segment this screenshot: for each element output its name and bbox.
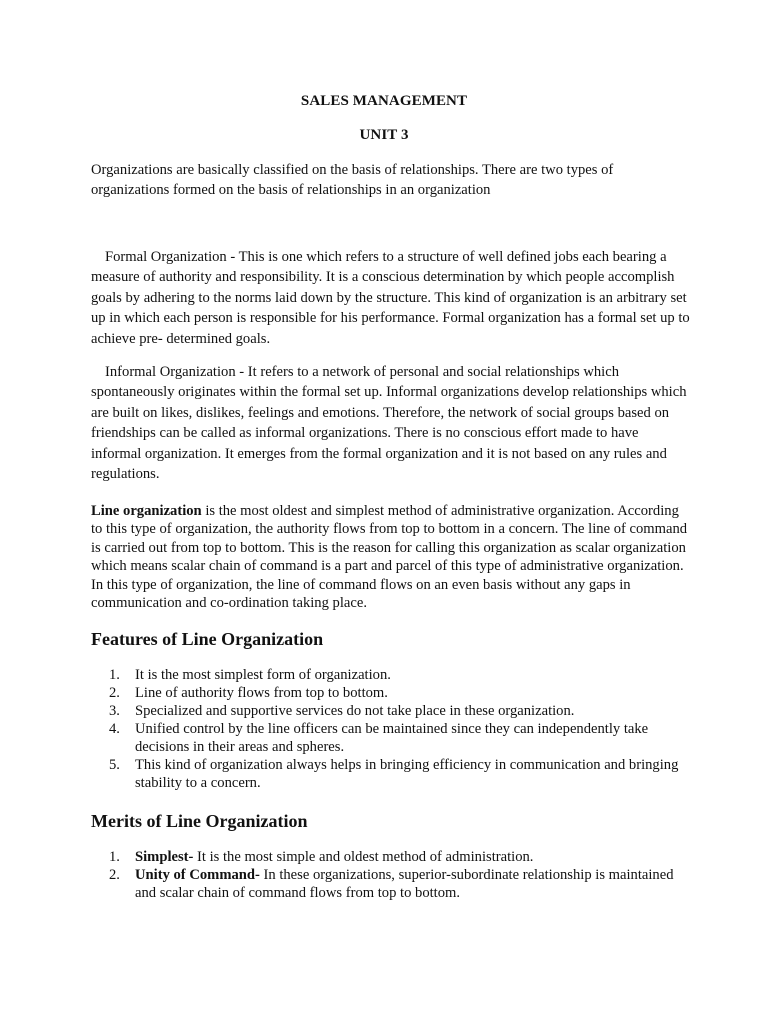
list-number: 3. xyxy=(109,703,120,719)
list-number: 1. xyxy=(109,849,120,865)
list-number: 1. xyxy=(109,667,120,683)
list-number: 5. xyxy=(109,757,120,773)
list-item-text: It is the most simple and oldest method of administration. xyxy=(193,849,534,865)
merits-list xyxy=(91,848,691,902)
unit-heading: UNIT 3 xyxy=(359,127,409,143)
document-title: SALES MANAGEMENT xyxy=(300,93,468,109)
list-item xyxy=(91,666,691,684)
line-organization-paragraph xyxy=(91,502,691,612)
merits-heading: Merits of Line Organization xyxy=(91,811,308,831)
line-organization-term: Line organization xyxy=(91,503,202,519)
formal-organization-text: Formal Organization - This is one which refers to a structure of well defined jobs each bearing a measure of authority and responsibility. It is a conscious determination by which people accomplish goals by adhering to the norms laid down by the structure. This kind of organization is an arbitrary set up in which each person is responsible for his performance. Formal organization has a formal set up to achieve pre- determined goals. xyxy=(91,249,690,347)
list-item xyxy=(91,684,691,702)
list-item-text: It is the most simplest form of organization. xyxy=(135,667,391,683)
list-item xyxy=(91,702,691,720)
informal-organization-text: Informal Organization - It refers to a network of personal and social relationships which spontaneously originates within the formal set up. Informal organizations develop relationships which are built on likes, dislikes, feelings and emotions. Therefore, the network of social groups based on friendships can be called as informal organizations. There is no conscious effort made to have informal organization. It emerges from the formal organization and it is not based on any rules and regulations. xyxy=(91,364,687,483)
intro-text: Organizations are basically classified on the basis of relationships. There are two types of organizations formed on the basis of relationships in an organization xyxy=(91,162,614,199)
list-item-text: In these organizations, superior-subordinate relationship is maintained and scalar chain of command flows from top to bottom. xyxy=(135,867,674,901)
list-number: 4. xyxy=(109,721,120,737)
formal-organization-paragraph xyxy=(91,247,691,349)
list-item xyxy=(91,720,691,756)
list-number: 2. xyxy=(109,867,120,883)
features-list xyxy=(91,666,691,792)
line-organization-text: is the most oldest and simplest method of administrative organization. According to this type of organization, the authority flows from top to bottom in a concern. The line of command is carried out from top to bottom. This is the reason for calling this organization as scalar organization which means scalar chain of command is a part and parcel of this type of administrative organization. In this type of organization, the line of command flows on an even basis without any gaps in communication and co-ordination taking place. xyxy=(91,503,688,612)
features-heading: Features of Line Organization xyxy=(91,629,324,649)
list-item-text: Specialized and supportive services do not take place in these organization. xyxy=(135,703,575,719)
merit-term: Unity of Command- xyxy=(135,867,260,883)
merit-term: Simplest- xyxy=(135,849,194,865)
list-item xyxy=(91,848,691,866)
list-item-text: Unified control by the line officers can be maintained since they can independently take decisions in their areas and spheres. xyxy=(135,721,649,755)
list-item xyxy=(91,866,691,902)
list-item-text: Line of authority flows from top to bottom. xyxy=(135,685,388,701)
informal-organization-paragraph xyxy=(91,362,691,484)
intro-paragraph xyxy=(91,160,691,201)
list-item xyxy=(91,756,691,792)
list-item-text: This kind of organization always helps in bringing efficiency in communication and bringing stability to a concern. xyxy=(135,757,679,791)
list-number: 2. xyxy=(109,685,120,701)
